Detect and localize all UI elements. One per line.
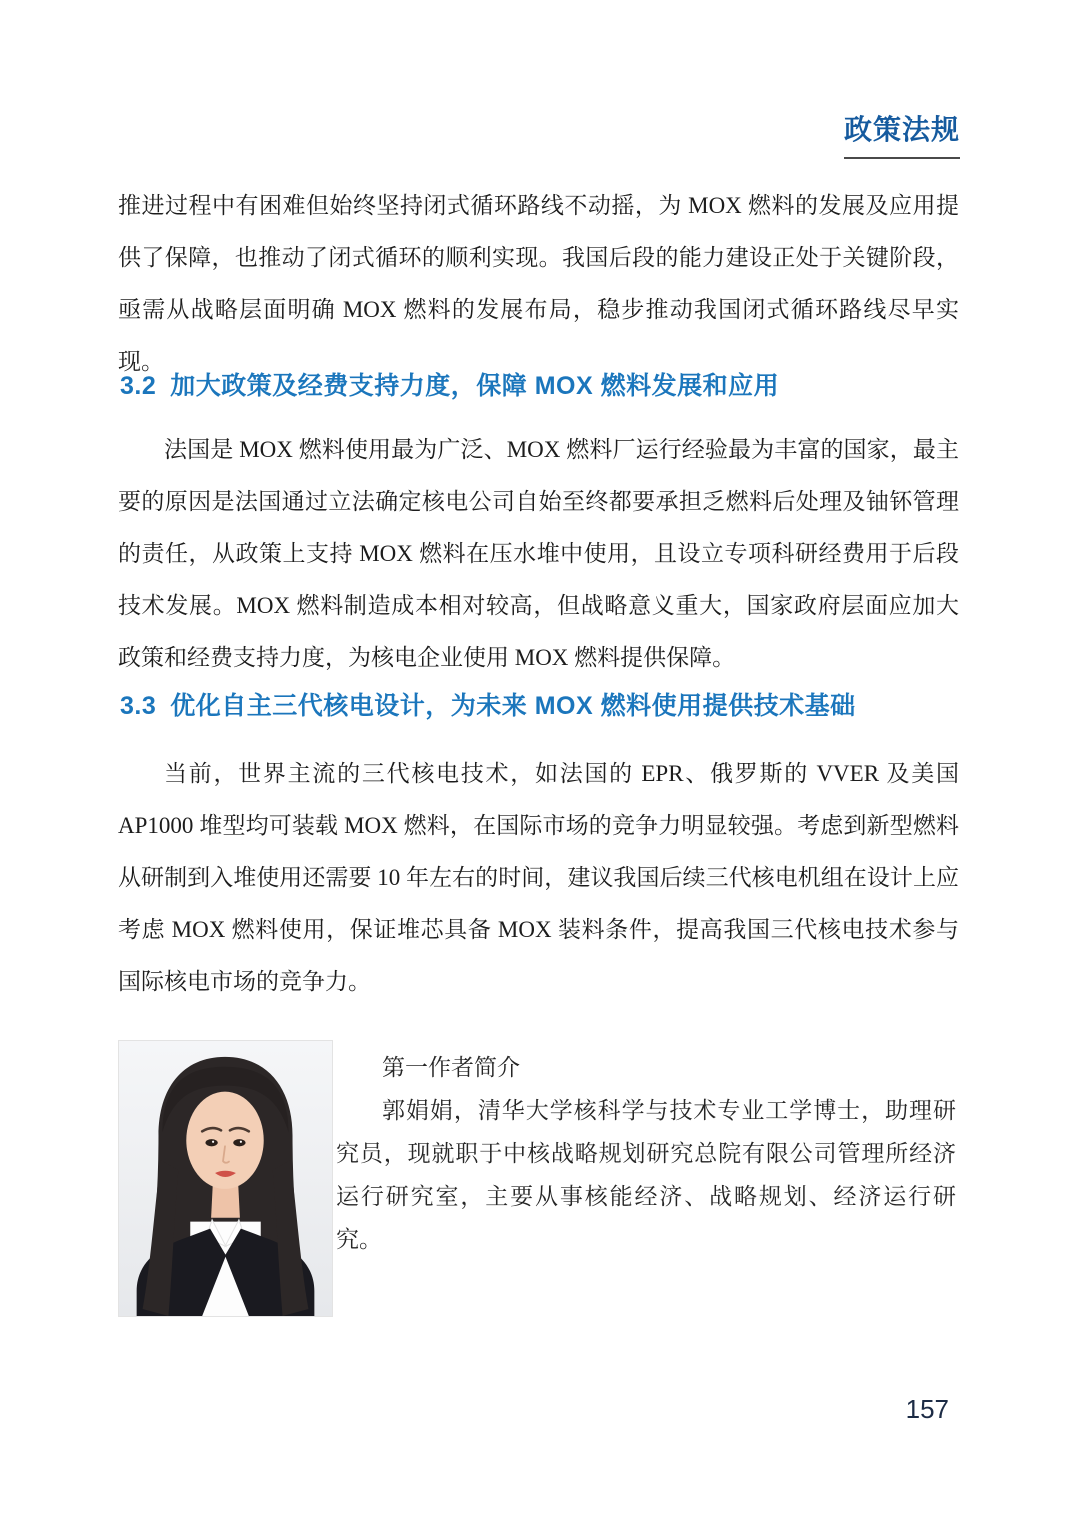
section-number: 3.2 [120, 372, 157, 400]
author-portrait-illustration [119, 1041, 332, 1316]
intro-paragraph: 推进过程中有困难但始终坚持闭式循环路线不动摇，为 MOX 燃料的发展及应用提供了保障，也推动了闭式循环的顺利实现。我国后段的能力建设正处于关键阶段，亟需从战略层面明确 MOX 燃料的发展布局，稳步推动我国闭式循环路线尽早实现。 [118, 193, 959, 374]
column-header: 政策法规 [844, 108, 960, 159]
section-heading-3-3 [120, 686, 961, 722]
author-bio [336, 1046, 956, 1261]
section-3-3-paragraph: 当前，世界主流的三代核电技术，如法国的 EPR、俄罗斯的 VVER 及美国 AP1000 堆型均可装载 MOX 燃料，在国际市场的竞争力明显较强。考虑到新型燃料从研制到入堆使用还需要 10 年左右的时间，建议我国后续三代核电机组在设计上应考虑 MOX 燃料使用，保证堆芯具备 MOX 装料条件，提高我国三代核电技术参与国际核电市场的竞争力。 [118, 761, 959, 994]
author-portrait-photo [118, 1040, 333, 1317]
section-3-2-paragraph: 法国是 MOX 燃料使用最为广泛、MOX 燃料厂运行经验最为丰富的国家，最主要的原因是法国通过立法确定核电公司自始至终都要承担乏燃料后处理及铀钚管理的责任，从政策上支持 MOX 燃料在压水堆中使用，且设立专项科研经费用于后段技术发展。MOX 燃料制造成本相对较高，但战略意义重大，国家政府层面应加大政策和经费支持力度，为核电企业使用 MOX 燃料提供保障。 [118, 437, 959, 670]
author-bio-text: 郭娟娟，清华大学核科学与技术专业工学博士，助理研究员，现就职于中核战略规划研究总院有限公司管理所经济运行研究室，主要从事核能经济、战略规划、经济运行研究。 [336, 1098, 956, 1252]
section-title: 加大政策及经费支持力度，保障 MOX 燃料发展和应用 [170, 372, 780, 400]
section-heading-3-2 [120, 366, 961, 402]
author-bio-heading: 第一作者简介 [382, 1055, 520, 1080]
page-number: 157 [905, 1394, 949, 1424]
section-number: 3.3 [120, 692, 157, 720]
section-title: 优化自主三代核电设计，为未来 MOX 燃料使用提供技术基础 [170, 692, 856, 720]
